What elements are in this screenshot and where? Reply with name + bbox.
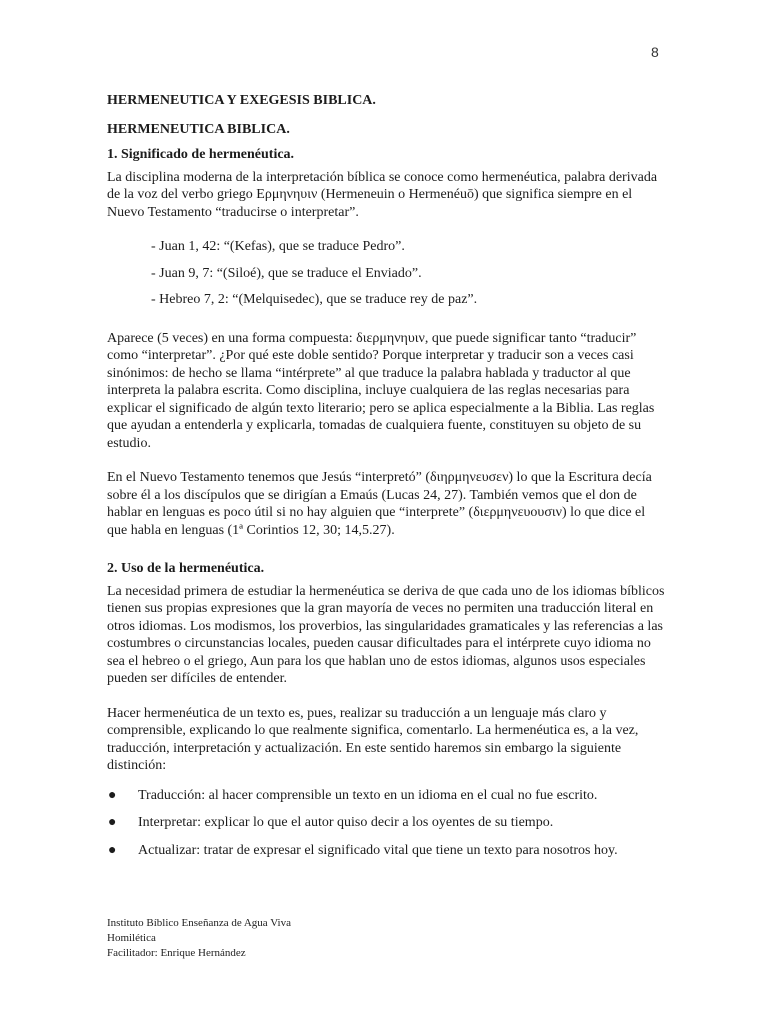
- page-footer: [107, 916, 291, 961]
- quote-hebreo-7-2: - Hebreo 7, 2: “(Melquisedec), que se traduce rey de paz”.: [151, 292, 478, 307]
- footer-course: Homilética: [107, 932, 156, 944]
- list-item: [107, 787, 667, 805]
- list-item-text: Traducción: al hacer comprensible un texto en un idioma en el cual no fue escrito.: [138, 787, 598, 803]
- section-1-paragraph-2: Aparece (5 veces) en una forma compuesta: διερμηνηυιν, que puede significar tanto “traducir” como “interpretar”. ¿Por qué este doble sentido? Porque interpretar y traducir son a veces casi sinónimos: de hecho se llama “intérprete” al que traduce la palabra hablada y traductor al que interpreta la palabra escrita. Como disciplina, incluye cualquiera de las reglas necesarias para explicar el significado de algún texto literario; pero se aplica especialmente a la Biblia. Las reglas que ayudan a entenderla y explicarla, tomadas de cualquiera fuente, constituyen su objeto de su estudio.: [107, 330, 655, 451]
- section-1-heading: 1. Significado de hermenéutica.: [107, 147, 295, 162]
- list-item-text: Actualizar: tratar de expresar el significado vital que tiene un texto para nosotros hoy.: [138, 842, 618, 858]
- list-item: [107, 842, 667, 860]
- bullet-icon: ●: [108, 815, 117, 830]
- quote-juan-9-7: - Juan 9, 7: “(Siloé), que se traduce el Enviado”.: [151, 265, 422, 281]
- bullet-icon: ●: [108, 787, 117, 803]
- page-number: 8: [651, 44, 659, 60]
- section-2-heading: 2. Uso de la hermenéutica.: [107, 561, 265, 576]
- section-1-paragraph-3: En el Nuevo Testamento tenemos que Jesús “interpretó” (διηρμηνευσεν) lo que la Escritura decía sobre él a los discípulos que se dirigían a Emaús (Lucas 24, 27). También vemos que el don de hablar en lenguas es poco útil si no hay alguien que “interprete” (διερμηνευουσιν) lo que dice el que habla en lenguas (1ª Corintios 12, 30; 14,5.27).: [107, 470, 652, 538]
- footer-institute: Instituto Bíblico Enseñanza de Agua Viva: [107, 917, 291, 929]
- distinction-list: [107, 787, 667, 860]
- list-item-text: Interpretar: explicar lo que el autor quiso decir a los oyentes de su tiempo.: [138, 815, 554, 830]
- document-title: HERMENEUTICA Y EXEGESIS BIBLICA.: [107, 93, 376, 108]
- bullet-icon: ●: [108, 842, 117, 858]
- quote-juan-1-42: - Juan 1, 42: “(Kefas), que se traduce Pedro”.: [151, 239, 405, 254]
- section-2-paragraph-1: La necesidad primera de estudiar la hermenéutica se deriva de que cada uno de los idiomas bíblicos tienen sus propias expresiones que la gran mayoría de veces no permiten una traducción literal en otros idiomas. Los modismos, los proverbios, las singularidades gramaticales y las referencias a las costumbres o circunstancias locales, pueden causar dificultades para el intérprete cuyo idioma no sea el hebreo o el griego, Aun para los que hablan uno de estos idiomas, algunos usos especiales pueden ser difíciles de entender.: [107, 583, 665, 686]
- footer-facilitator: Facilitador: Enrique Hernández: [107, 947, 246, 959]
- document-subtitle: HERMENEUTICA BIBLICA.: [107, 121, 290, 137]
- section-2-paragraph-2: Hacer hermenéutica de un texto es, pues, realizar su traducción a un lenguaje más claro y comprensible, explicando lo que realmente significa, comentarlo. La hermenéutica es, a la vez, traducción, interpretación y actualización. En este sentido haremos sin embargo la siguiente distinción:: [107, 705, 639, 773]
- section-1-intro-paragraph: La disciplina moderna de la interpretación bíblica se conoce como hermenéutica, palabra derivada de la voz del verbo griego Ερμηνηυιν (Hermeneuin o Hermenéuō) que significa siempre en el Nuevo Testamento “traducirse o interpretar”.: [107, 169, 658, 220]
- document-body: [107, 92, 667, 869]
- list-item: [107, 814, 667, 832]
